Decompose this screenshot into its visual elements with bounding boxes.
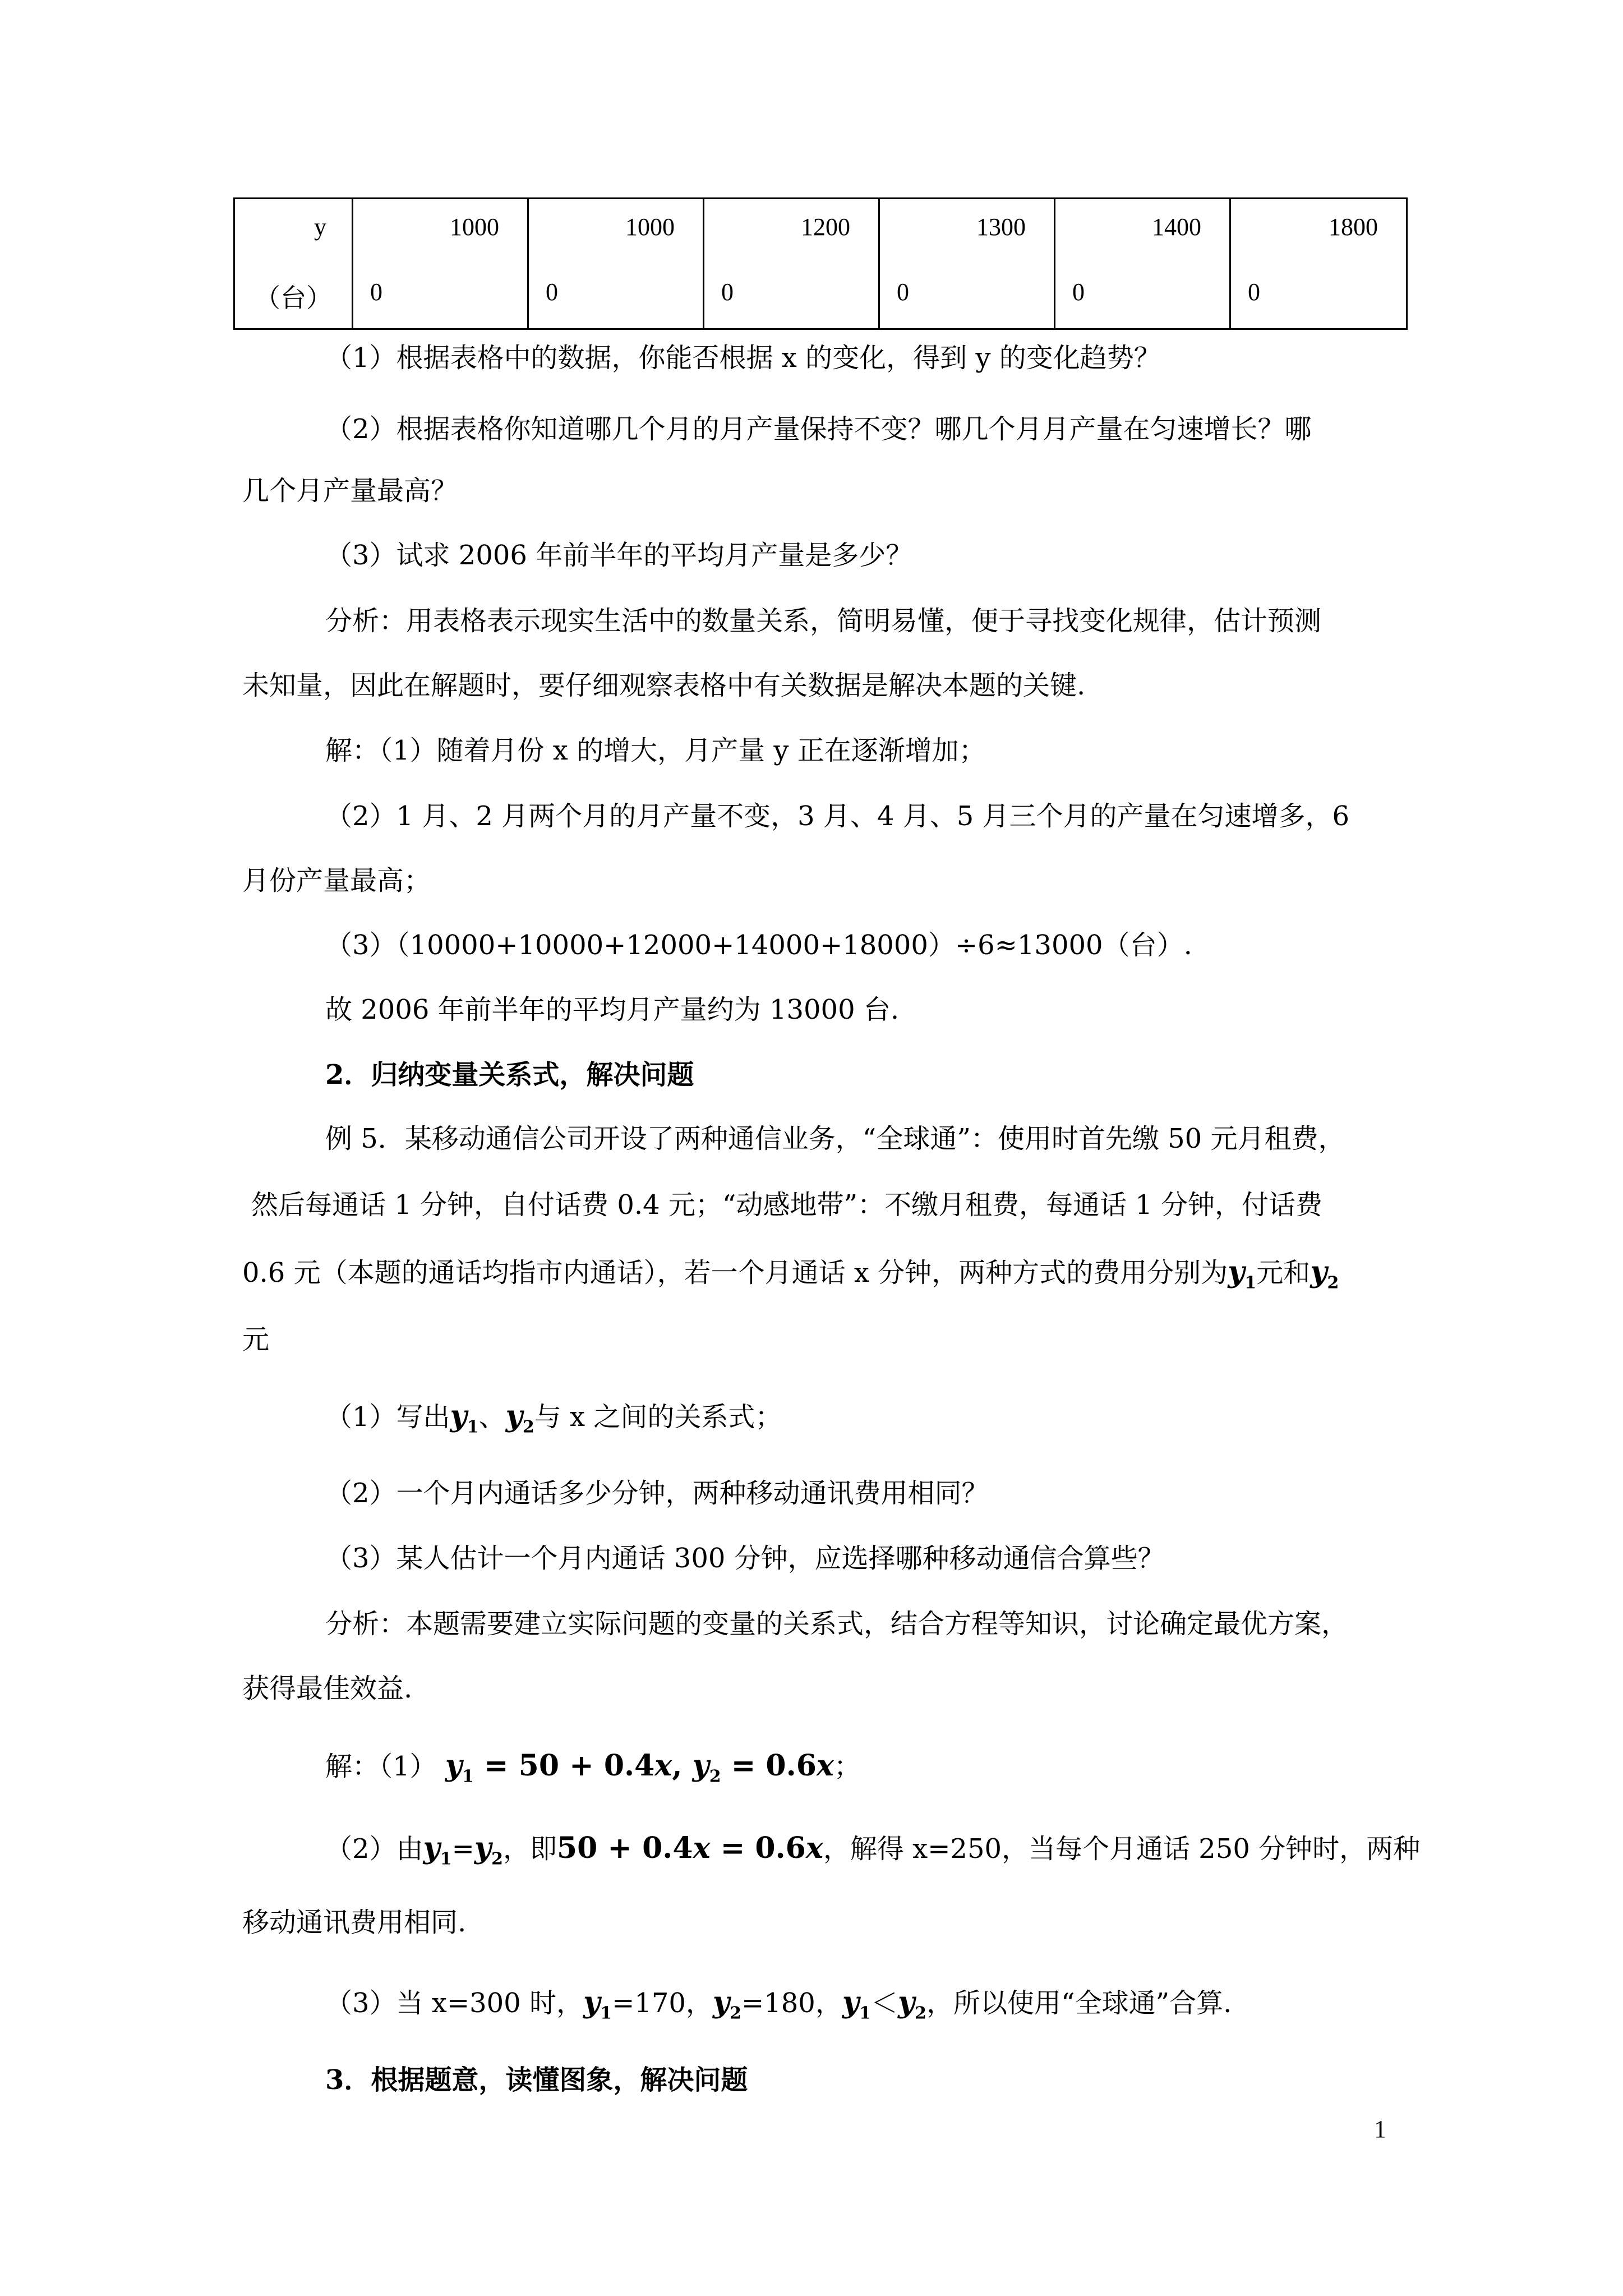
formula-x: x	[654, 1749, 672, 1783]
section-heading-3: 3．根据题意，读懂图象，解决问题	[325, 2064, 748, 2096]
table-cell	[704, 199, 879, 329]
solution-suffix: ；	[833, 1751, 861, 1782]
solution-prefix: （3）当 x=300 时，	[325, 1987, 583, 2019]
table-cell-value: 1800	[1329, 213, 1378, 241]
question-1: （1）根据表格中的数据，你能否根据 x 的变化，得到 y 的变化趋势？	[325, 342, 1161, 374]
y2-symbol: $y_2$	[505, 1399, 534, 1437]
example-5-line-3	[242, 1255, 1339, 1300]
solution-1-part-3: （3）（10000+10000+12000+14000+18000）÷6≈13000（台）.	[325, 930, 1192, 961]
equation-rest: = 0.6	[710, 1831, 806, 1865]
solution-prefix: 解：（1）	[325, 1751, 437, 1782]
y1-symbol: $y_1$	[1228, 1255, 1257, 1293]
y1-symbol: $y_1$	[583, 1985, 612, 2023]
example-5-question-2: （2）一个月内通话多少分钟，两种移动通讯费用相同？	[325, 1478, 989, 1509]
equation-x: x	[805, 1831, 823, 1865]
table-cell-value-wrap: 0	[897, 278, 909, 306]
y1-symbol: $y_1$	[842, 1985, 871, 2023]
question-1-suffix: 与 x 之间的关系式；	[534, 1401, 782, 1433]
table-cell	[528, 199, 704, 329]
y1-symbol: $y_1$	[450, 1399, 479, 1437]
table-cell-value: 1300	[976, 213, 1026, 241]
example-5-line-3-text: 0.6 元（本题的通话均指市内通话），若一个月通话 x 分钟，两种方式的费用分别为	[242, 1257, 1228, 1289]
example-5-and-text: 元和	[1256, 1257, 1311, 1289]
example-5-line-2: 然后每通话 1 分钟，自付话费 0.4 元；“动感地带”：不缴月租费，每通话 1 分钟，付话费	[251, 1189, 1323, 1221]
solution-mid: ，即	[502, 1833, 557, 1865]
table-cell	[1230, 199, 1407, 329]
y2-symbol: $y_2$	[474, 1831, 503, 1869]
table-row	[234, 199, 1407, 329]
table-cell-value-wrap: 0	[1072, 278, 1085, 306]
table-cell-value-wrap: 0	[1248, 278, 1260, 306]
analysis-2-line-1: 分析：本题需要建立实际问题的变量的关系式，结合方程等知识，讨论确定最优方案，	[325, 1608, 1349, 1640]
y2-value: =180，	[741, 1987, 842, 2019]
equals-sign: =	[451, 1833, 474, 1865]
production-table	[233, 197, 1408, 330]
example-5-question-3: （3）某人估计一个月内通话 300 分钟，应选择哪种移动通信合算些？	[325, 1543, 1165, 1574]
example-5-line-4: 元	[242, 1324, 270, 1355]
table-header-unit: （台）	[255, 283, 332, 313]
table-header-variable: y	[314, 213, 326, 241]
y1-symbol: $y_1$	[423, 1831, 452, 1869]
y2-symbol: $y_2$	[897, 1985, 927, 2023]
solution-2-part-2-line-2: 移动通讯费用相同.	[242, 1907, 467, 1938]
less-than-sign: ＜	[870, 1987, 898, 2019]
analysis-2-line-2: 获得最佳效益.	[242, 1673, 413, 1704]
equation-x: x	[693, 1831, 711, 1865]
solution-2-part-2	[325, 1832, 1420, 1876]
solution-suffix: ，解得 x=250，当每个月通话 250 分钟时，两种	[823, 1833, 1421, 1865]
y2-symbol: $y_2$	[1310, 1255, 1339, 1293]
section-heading-2: 2．归纳变量关系式，解决问题	[325, 1059, 694, 1091]
solution-1-part-2-line-2: 月份产量最高；	[242, 865, 431, 896]
table-cell	[1055, 199, 1230, 329]
solution-suffix: ，所以使用“全球通”合算.	[926, 1987, 1232, 2019]
analysis-1-line-2: 未知量，因此在解题时，要仔细观察表格中有关数据是解决本题的关键.	[242, 670, 1086, 701]
solution-1-part-1: 解：（1）随着月份 x 的增大，月产量 y 正在逐渐增加；	[325, 735, 986, 766]
formula-y2: $y_2$	[692, 1749, 721, 1787]
y1-value: =170，	[612, 1987, 713, 2019]
table-cell	[879, 199, 1055, 329]
formula-comma: ,	[672, 1749, 693, 1783]
formula-rest: = 50 + 0.4	[473, 1749, 655, 1783]
equation: 50 + 0.4	[556, 1831, 693, 1865]
solution-2-part-1	[325, 1749, 861, 1793]
question-2-line-1: （2）根据表格你知道哪几个月的月产量保持不变？哪几个月月产量在匀速增长？哪	[325, 413, 1312, 445]
formula-rest-2: = 0.6	[721, 1749, 817, 1783]
table-header-cell	[234, 199, 353, 329]
y2-symbol: $y_2$	[712, 1985, 741, 2023]
question-2-line-2: 几个月产量最高？	[242, 475, 458, 507]
conclusion-1: 故 2006 年前半年的平均月产量约为 13000 台.	[325, 994, 900, 1025]
solution-2-part-3	[325, 1986, 1232, 2030]
table-cell-value-wrap: 0	[370, 278, 382, 306]
analysis-1-line-1: 分析：用表格表示现实生活中的数量关系，简明易懂，便于寻找变化规律，估计预测	[325, 605, 1322, 637]
table-cell-value: 1200	[801, 213, 850, 241]
formula-y1-y2: $y_1$	[445, 1749, 474, 1787]
page-number: 1	[1374, 2115, 1386, 2143]
formula-x: x	[816, 1749, 834, 1783]
enumeration-comma: 、	[478, 1401, 506, 1433]
table-cell-value-wrap: 0	[721, 278, 734, 306]
example-5-line-1: 例 5．某移动通信公司开设了两种通信业务，“全球通”：使用时首先缴 50 元月租费，	[325, 1123, 1345, 1154]
table-cell	[353, 199, 528, 329]
solution-1-part-2-line-1: （2）1 月、2 月两个月的月产量不变，3 月、4 月、5 月三个月的产量在匀速增多，6	[325, 800, 1350, 832]
table-cell-value: 1400	[1152, 213, 1201, 241]
solution-prefix: （2）由	[325, 1833, 423, 1865]
question-1-prefix: （1）写出	[325, 1401, 450, 1433]
table-cell-value: 1000	[625, 213, 675, 241]
table-cell-value: 1000	[450, 213, 499, 241]
question-3: （3）试求 2006 年前半年的平均月产量是多少？	[325, 540, 913, 571]
example-5-question-1	[325, 1400, 782, 1444]
table-cell-value-wrap: 0	[546, 278, 558, 306]
